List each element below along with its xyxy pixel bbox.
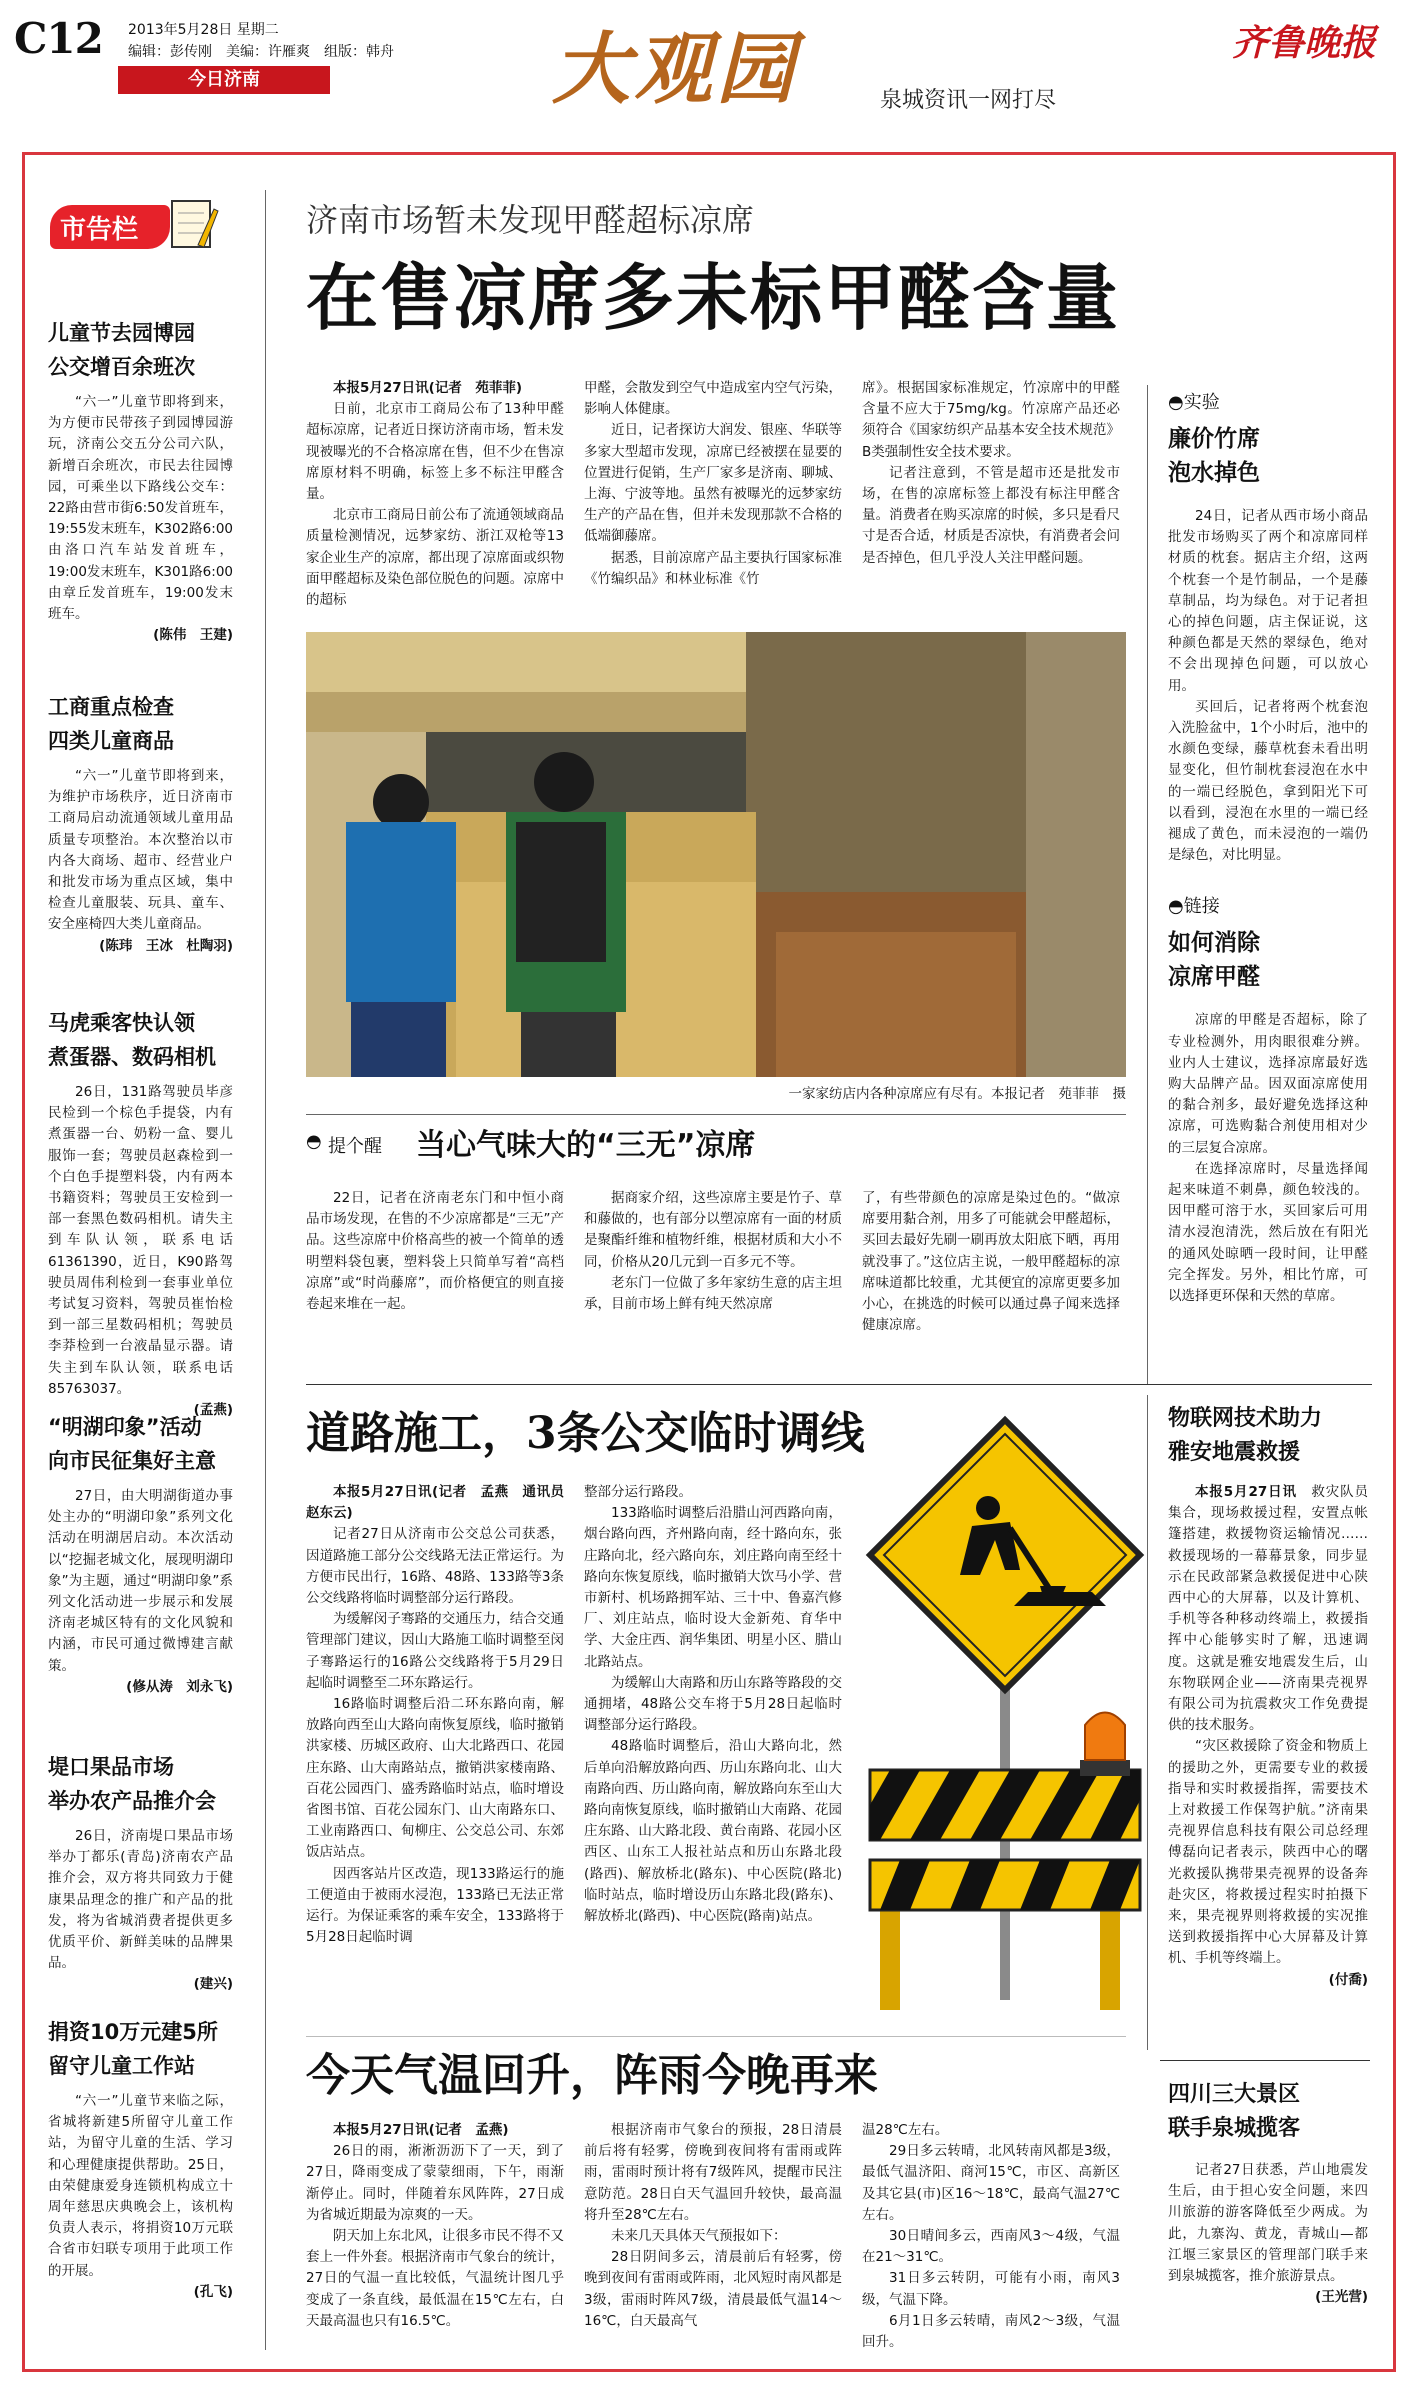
article1-col1 xyxy=(306,378,564,608)
article1-headline: 在售凉席多未标甲醛含量 xyxy=(306,255,1121,340)
sidebar-item-title: 捐资10万元建5所 xyxy=(48,2020,218,2044)
article3-para: 6月1日多云转晴，南风2～3级，气温回升。 xyxy=(862,2312,1120,2351)
paper-name: 齐鲁晚报 xyxy=(1232,22,1377,64)
sidebar-item-body: “六一”儿童节即将到来，为维护市场秩序，近日济南市工商局启动流通领域儿童用品质量专项整治。本次整治以市内各大商场、超市、经营业户和批发市场为重点区域，集中检查儿童服装、玩具、童车、安全座椅四大类儿童商品。 xyxy=(48,768,233,933)
side2-byline: 本报5月27日讯 xyxy=(1195,1484,1297,1500)
sidebar-item-title: 举办农产品推介会 xyxy=(48,1789,216,1813)
section-bar xyxy=(118,66,330,94)
article2-para: 48路临时调整后，沿山大路向北，然后单向沿解放路向西、历山东路向北、山大南路向西、历山路向南，解放路向东至山大路向南恢复原线，临时撤销山大南路、花园庄东路、山大路北段、黄台南路、花园小区西区、山东工人报社站点和历山东路北段(路西)、解放桥北(路东)、中心医院(路北)临时站点，临时增设历山东路北段(路东)、解放桥北(路西)、中心医院(路南)站点。 xyxy=(584,1738,842,1925)
sidebar-item-title: 四类儿童商品 xyxy=(48,729,174,753)
sidebar-item xyxy=(48,690,233,957)
section-divider xyxy=(306,1384,1372,1385)
side2-para xyxy=(1168,1482,1368,1736)
article1-para: 记者注意到，不管是超市还是批发市场，在售的凉席标签上都没有标注甲醛含量。消费者在购买凉席的时候，多只是看尺寸是否合适，材质是否凉快，有消费者会问是否掉色，但几乎没人关注甲醛问题。 xyxy=(862,464,1120,566)
side2 xyxy=(1168,1402,1368,1991)
masthead: 大观园 xyxy=(552,24,799,115)
article2-para: 因西客站片区改造，现133路运行的施工便道由于被雨水浸泡，133路已无法正常运行。为保证乘客的乘车安全，133路将于5月28日起临时调 xyxy=(306,1865,564,1946)
side1-tag: 实验 xyxy=(1183,392,1220,413)
sidebar-logo xyxy=(50,195,220,255)
article3-para: 26日的雨，淅淅沥沥下了一天，到了27日，降雨变成了蒙蒙细雨，下午，雨渐渐停止。同时，伴随着东风阵阵，27日成为省城近期最为凉爽的一天。 xyxy=(306,2143,564,2223)
editor-line: 编辑：彭传刚 美编：许雁爽 组版：韩舟 xyxy=(128,44,394,60)
side1-divider xyxy=(1147,385,1148,1385)
sidebar-item-body: 26日，济南堤口果品市场举办丁都乐(青岛)济南农产品推介会，双方将共同致力于健康果品理念的推广和产品的批发，将为省城消费者提供更多优质平价、新鲜美味的品牌果品。 xyxy=(48,1828,233,1972)
article1-para: 日前，北京市工商局公布了13种甲醛超标凉席，记者近日探访济南市场，暂未发现被曝光的不合格凉席在售，但不少在售凉席原材料不明确，标签上多不标注甲醛含量。 xyxy=(306,401,564,503)
sidebar-logo-text: 市告栏 xyxy=(60,215,139,245)
article3-col1 xyxy=(306,2120,564,2350)
article1-subdivider xyxy=(306,1114,1126,1115)
sidebar-item-title: 向市民征集好主意 xyxy=(48,1449,216,1473)
side3-para: 记者27日获悉，芦山地震发生后，由于担心安全问题，来四川旅游的游客降低至少两成。为此，九寨沟、黄龙，青城山—都江堰三家景区的管理部门联手来到泉城揽客，推介旅游景点。 xyxy=(1168,2162,1368,2285)
article3-para: 28日阴间多云，清晨前后有轻雾，傍晚到夜间有雷雨或阵雨，北风短时南风都是3级，雷雨时阵风7级，清晨最低气温14～16℃，白天最高气 xyxy=(584,2249,842,2329)
article1-subhead-row xyxy=(306,1124,1126,1168)
side1-title: 凉席甲醛 xyxy=(1168,964,1260,991)
side3-divider xyxy=(1160,2060,1370,2061)
sidebar-item xyxy=(48,1006,233,1421)
pencil-icon xyxy=(168,195,220,253)
article3-headline: 今天气温回升，阵雨今晚再来 xyxy=(306,2050,878,2101)
article1-photo-caption: 一家家纺店内各种凉席应有尽有。本报记者 苑菲菲 摄 xyxy=(788,1086,1126,1102)
tag-bullet-icon: ◓ xyxy=(1168,392,1184,413)
side1 xyxy=(1168,388,1368,1307)
article1-byline: 本报5月27日讯(记者 苑菲菲) xyxy=(333,380,523,396)
article1-sub-para: 据商家介绍，这些凉席主要是竹子、草和藤做的，也有部分以塑凉席有一面的材质是聚酯纤维和植物纤维，根据材质和大小不同，价格从20几元到一百多元不等。 xyxy=(584,1190,842,1270)
sidebar-item-author: (建兴) xyxy=(193,1976,233,1993)
side1-tag2: 链接 xyxy=(1183,896,1220,918)
sidebar-item xyxy=(48,316,233,646)
article1-photo xyxy=(306,632,1126,1077)
article1-subheadline: 当心气味大的“三无”凉席 xyxy=(416,1128,756,1163)
article1-col2 xyxy=(584,378,842,608)
article3-para: 根据济南市气象台的预报，28日清晨前后将有轻雾，傍晚到夜间将有雷雨或阵雨，雷雨时预计将有7级阵风，提醒市民注意防范。28日白天气温回升较快，最高温将升至28℃左右。 xyxy=(584,2122,842,2223)
sidebar-item-title: “明湖印象”活动 xyxy=(48,1415,202,1439)
tag-bullet-icon: ◓ xyxy=(306,1131,322,1152)
article1-subtag: 提个醒 xyxy=(328,1136,382,1157)
sidebar-item xyxy=(48,1410,233,1698)
sidebar-item-author: (陈玮 王冰 杜陶羽) xyxy=(99,937,233,954)
sidebar-item-author: (陈伟 王建) xyxy=(153,627,233,644)
side2-para-text: 救灾队员集合，现场救援过程，安置点帐篷搭建，救援物资运输情况……救援现场的一幕幕景象，同步显示在民政部紧急救援促进中心陕西中心的大屏幕，以及计算机、手机等各种移动终端上，救援指挥中心能够实时了解，迅速调度。这就是雅安地震发生后，山东物联网企业——济南果壳视界有限公司为抗震救灾工作免费提供的技术服务。 xyxy=(1168,1484,1369,1734)
article1-para: 北京市工商局日前公布了流通领域商品质量检测情况，远梦家纺、浙江双枪等13家企业生产的凉席，都出现了凉席面或织物面甲醛超标及染色部位脱色的问题。凉席中的超标 xyxy=(306,507,564,609)
side3 xyxy=(1168,2078,1368,2308)
sidebar-item xyxy=(48,2015,233,2303)
article3-divider xyxy=(306,2036,1126,2037)
side2-author: (付喬) xyxy=(1328,1971,1368,1988)
article3-para: 29日多云转晴，北风转南风都是3级，最低气温济阳、商河15℃，市区、高新区及其它县(市)区16～18℃，最高气温27℃左右。 xyxy=(862,2143,1120,2223)
article1-col3 xyxy=(862,378,1120,608)
side3-title: 联手泉城揽客 xyxy=(1168,2116,1301,2141)
article2-para: 记者27日从济南市公交总公司获悉，因道路施工部分公交线路无法正常运行。为方便市民出行，16路、48路、133路等3条公交线路将临时调整部分运行路段。 xyxy=(306,1526,564,1607)
roadwork-illustration xyxy=(860,1410,1150,2010)
shop-photo-illustration xyxy=(306,632,1126,1077)
article3-para: 未来几天具体天气预报如下： xyxy=(611,2228,787,2245)
side2-title: 物联网技术助力 xyxy=(1168,1406,1323,1431)
article1-para: 据悉，目前凉席产品主要执行国家标准《竹编织品》和林业标准《竹 xyxy=(584,549,842,587)
side3-title: 四川三大景区 xyxy=(1168,2082,1301,2107)
article1-para: 甲醛，会散发到空气中造成室内空气污染，影响人体健康。 xyxy=(584,380,842,418)
article3-para: 温28℃左右。 xyxy=(862,2122,949,2138)
article2-para: 133路临时调整后沿腊山河西路向南，烟台路向西，齐州路向南，经十路向东，张庄路向北，经六路向东，刘庄路向南至经十路向东恢复原线，临时撤销大饮马小学、营市新村、机场路拥军站、三十中、鲁嘉汽修厂、刘庄站点，临时设大金新苑、育华中学、大金庄西、润华集团、明星小区、腊山北路站点。 xyxy=(584,1505,842,1670)
sidebar-item-body: 26日，131路驾驶员毕彦民检到一个棕色手提袋，内有煮蛋器一台、奶粉一盒、婴儿服饰一套；驾驶员赵森检到一个白色手提塑料袋，内有两本书籍资料；驾驶员王安检到一部一套黑色数码相机。请失主到车队认领，联系电话61361390，近日，K90路驾驶员周伟利检到一套事业单位考试复习资料，驾驶员崔怡检到一部三星数码相机；驾驶员李莽检到一台液晶显示器。请失主到车队认领，联系电话85763037。 xyxy=(48,1084,233,1397)
page-number: C12 xyxy=(14,14,103,63)
article1-para: 席》。根据国家标准规定，竹凉席中的甲醛含量不应大于75mg/kg。竹凉席产品还必须符合《国家纺织产品基本安全技术规范》B类强制性安全技术要求。 xyxy=(862,380,1120,460)
side2-divider xyxy=(1147,1395,1148,2050)
article2-para: 为缓解闵子骞路的交通压力，结合交通管理部门建议，因山大路施工临时调整至闵子骞路运行的16路公交线路将于5月29日起临时调整至二环东路运行。 xyxy=(306,1611,564,1691)
article1-sub-col2 xyxy=(584,1188,842,1368)
article3-para: 31日多云转阴，可能有小雨，南风3级，气温下降。 xyxy=(862,2270,1120,2308)
sidebar-item-title: 煮蛋器、数码相机 xyxy=(48,1045,216,1069)
article2-col1 xyxy=(306,1482,578,2022)
sidebar-divider xyxy=(265,190,266,2350)
side1-para: 凉席的甲醛是否超标，除了专业检测外，用肉眼很难分辨。业内人士建议，选择凉席最好选购大品牌产品。因双面凉席使用的黏合剂多，最好避免选择这种凉席，可选购黏合剂使用相对少的三层复合凉席。 xyxy=(1168,1012,1368,1156)
side1-para: 在选择凉席时，尽量选择闻起来味道不刺鼻，颜色较浅的。因甲醛可溶于水，买回家后可用清水浸泡清洗，然后放在有阳光的通风处晾晒一段时间，让甲醛完全挥发。另外，相比竹席，可以选择更环保和天然的草席。 xyxy=(1168,1160,1368,1305)
sidebar-item xyxy=(48,1750,233,1996)
tagline: 泉城资讯一网打尽 xyxy=(880,88,1057,113)
article3-col2 xyxy=(584,2120,842,2350)
sidebar-item-title: 堤口果品市场 xyxy=(48,1755,174,1779)
article1-sub-para: 了，有些带颜色的凉席是染过色的。“做凉席要用黏合剂，用多了可能就会甲醛超标，买回去最好先刷一刷再放太阳底下晒，再用就没事了。”这位店主说，一般甲醛超标的凉席味道都比较重，尤其便宜的凉席更要多加小心，在挑选的时候可以通过鼻子闻来选择健康凉席。 xyxy=(862,1190,1120,1334)
side1-para: 24日，记者从西市场小商品批发市场购买了两个和凉席同样材质的枕套。据店主介绍，这两个枕套一个是竹制品，一个是藤草制品，均为绿色。对于记者担心的掉色问题，店主保证说，这种颜色都是天然的翠绿色，绝对不会出现掉色问题，可以放心用。 xyxy=(1168,508,1368,694)
article1-sub-col1 xyxy=(306,1188,564,1368)
article1-para: 近日，记者探访大润发、银座、华联等多家大型超市发现，凉席已经被摆在显要的位置进行促销，生产厂家多是济南、聊城、上海、宁波等地。虽然有被曝光的远梦家纺生产的产品在售，但并未发现那款不合格的低端御藤席。 xyxy=(584,422,842,545)
sidebar-item-title: 工商重点检查 xyxy=(48,695,174,719)
warning-light-icon xyxy=(1070,1700,1140,1780)
sidebar-item-title: 留守儿童工作站 xyxy=(48,2054,195,2078)
side1-para: 买回后，记者将两个枕套泡入洗脸盆中，1个小时后，池中的水颜色变绿，藤草枕套未看出明显变化，但竹制枕套浸泡在水中的一端已经脱色，拿到阳光下可以看到，浸泡在水里的一端已经褪成了黄色，而未浸泡的一端仍是绿色，对比明显。 xyxy=(1168,698,1368,864)
sidebar-item-body: “六一”儿童节来临之际，省城将新建5所留守儿童工作站，为留守儿童的生活、学习和心理健康提供帮助。25日，由荣健康爱身连锁机构成立十周年慈思庆典晚会上，该机构负责人表示，将捐资10万元联合省市妇联专项用于此项工作的开展。 xyxy=(48,2093,233,2279)
side3-author: (王光营) xyxy=(1315,2289,1368,2306)
article1-sub-para: 22日，记者在济南老东门和中恒小商品市场发现，在售的不少凉席都是“三无”产品。这些凉席中价格高些的被一个简单的透明塑料袋包裹，塑料袋上只简单写着“高档凉席”或“时尚藤席”，而价格便宜的则直接卷起来堆在一起。 xyxy=(306,1190,564,1313)
sidebar-item-author: (修从涛 刘永飞) xyxy=(126,1678,233,1695)
side1-title: 泡水掉色 xyxy=(1168,460,1260,486)
article3-byline: 本报5月27日讯(记者 孟燕) xyxy=(333,2122,509,2138)
article2-para: 16路临时调整后沿二环东路向南，解放路向西至山大路向南恢复原线，临时撤销洪家楼、历城区政府、山大北路西口、花园庄东路、山大南路站点，撤销洪家楼南路、百花公园西门、盛秀路临时站点，临时增设省图书馆、百花公园东门、山大南路东口、工业南路西口、甸柳庄、公交总公司、东郊饭店站点。 xyxy=(306,1696,564,1861)
side2-title: 雅安地震救援 xyxy=(1168,1440,1301,1465)
sidebar-item-author: (孟燕) xyxy=(193,1402,233,1419)
sidebar-item-author: (孔飞) xyxy=(193,2283,233,2300)
sidebar-item-body: “六一”儿童节即将到来，为方便市民带孩子到园博园游玩，济南公交五分公司六队，新增百余班次，市民去往园博园，可乘坐以下路线公交车：22路由营市街6:50发首班车，19:55发末班车，K302路6:00由洛口汽车站发首班车，19:00发末班车，K301路6:00由章丘发首班车，19:00发末班车。 xyxy=(48,394,233,623)
sidebar-item-title: 公交增百余班次 xyxy=(48,355,195,379)
section-label: 今日济南 xyxy=(188,69,260,90)
article3-para: 阴天加上东北风，让很多市民不得不又套上一件外套。根据济南市气象台的统计，27日的气温一直比较低，气温统计图几乎变成了一条直线，最低温在15℃左右，白天最高温也只有16.5℃。 xyxy=(306,2228,564,2329)
sidebar-item-body: 27日，由大明湖街道办事处主办的“明湖印象”系列文化活动在明湖居启动。本次活动以“挖掘老城文化，展现明湖印象”为主题，通过“明湖印象”系列文化活动进一步展示和发展济南老城区特有的文化风貌和内涵，市民可通过微博建言献策。 xyxy=(48,1488,233,1674)
article2-col2 xyxy=(584,1482,842,2022)
date-line: 2013年5月28日 星期二 xyxy=(128,22,279,38)
article1-kicker: 济南市场暂未发现甲醛超标凉席 xyxy=(306,201,755,239)
article3-para: 30日晴间多云，西南风3～4级，气温在21～31℃。 xyxy=(862,2228,1120,2266)
sidebar-item-title: 儿童节去园博园 xyxy=(48,321,195,345)
tag-bullet-icon: ◓ xyxy=(1168,896,1184,918)
article1-sub-para: 老东门一位做了多年家纺生意的店主坦承，目前市场上鲜有纯天然凉席 xyxy=(584,1274,842,1313)
article2-para: 整部分运行路段。 xyxy=(584,1484,692,1500)
side2-para: “灾区救援除了资金和物质上的援助之外，更需要专业的救援指导和实时救援指挥，需要技术上对救援工作保驾护航。”济南果壳视界信息科技有限公司总经理傅磊向记者表示，陕西中心的曙光救援队携带果壳视界的设备奔赴灾区，将救援过程实时拍摄下来，果壳视界则将救援的实况推送到救援指挥中心大屏幕及计算机、手机等终端上。 xyxy=(1168,1738,1368,1967)
article2-para: 为缓解山大南路和历山东路等路段的交通拥堵，48路公交车将于5月28日起临时调整部分运行路段。 xyxy=(584,1674,842,1734)
side1-title: 如何消除 xyxy=(1168,930,1260,957)
article3-col3 xyxy=(862,2120,1120,2350)
article2-byline: 本报5月27日讯(记者 孟燕 通讯员 赵东云) xyxy=(306,1484,578,1522)
article2-headline: 道路施工，3条公交临时调线 xyxy=(306,1408,865,1459)
article1-sub-col3 xyxy=(862,1188,1120,1368)
sidebar-item-title: 马虎乘客快认领 xyxy=(48,1011,195,1035)
side1-title: 廉价竹席 xyxy=(1168,426,1260,452)
